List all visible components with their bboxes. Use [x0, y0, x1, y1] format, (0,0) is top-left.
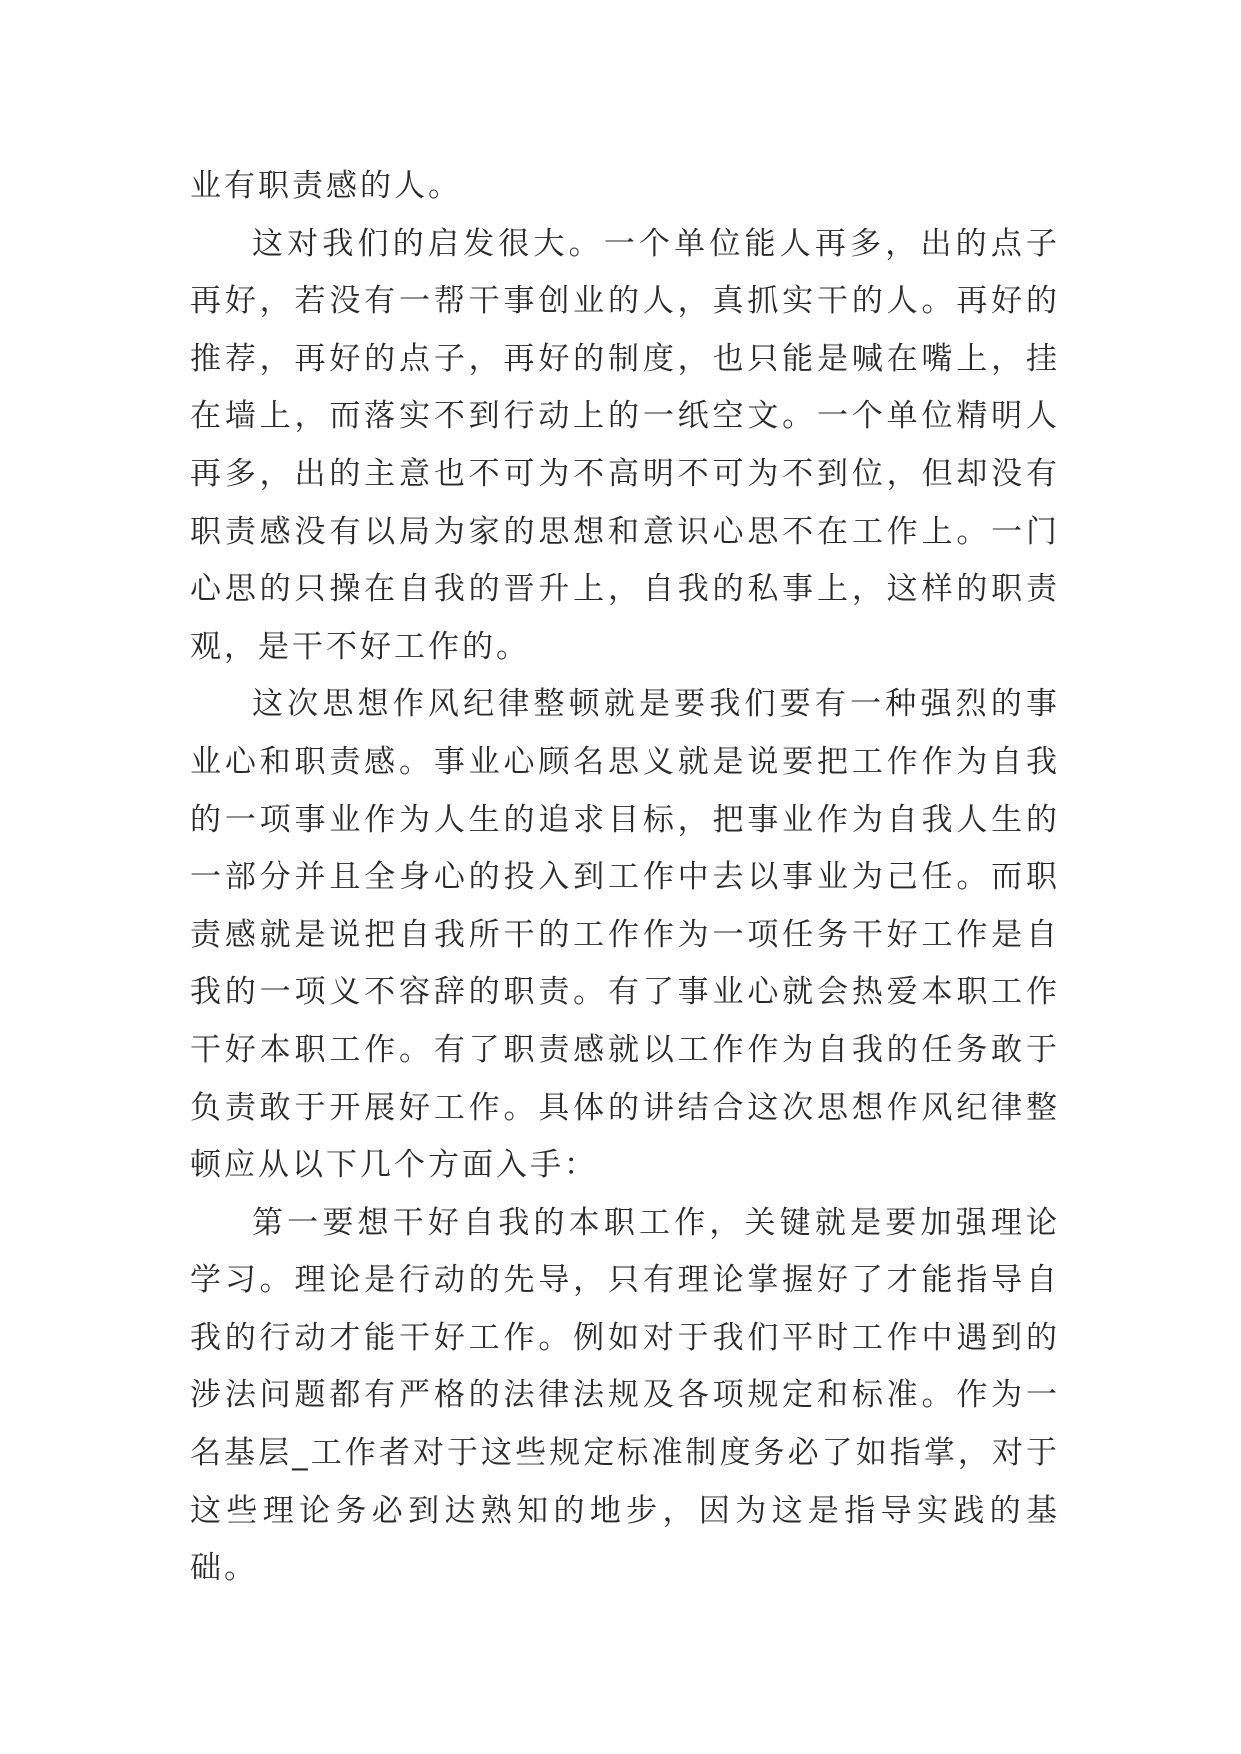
- paragraph-first-point: 第一要想干好自我的本职工作，关键就是要加强理论学习。理论是行动的先导，只有理论掌握好了才能指导自我的行动才能干好工作。例如对于我们平时工作中遇到的涉法问题都有严格的法律法规及各项规定和标准。作为一名基层_工作者对于这些规定标准制度务必了如指掌，对于这些理论务必到达熟知的地步，因为这是指导实践的基础。: [190, 1204, 1060, 1587]
- body-text: [190, 158, 1060, 1598]
- paragraph-rectification: 这次思想作风纪律整顿就是要我们要有一种强烈的事业心和职责感。事业心顾名思义就是说要把工作作为自我的一项事业作为人生的追求目标，把事业作为自我人生的一部分并且全身心的投入到工作中去以事业为己任。而职责感就是说把自我所干的工作作为一项任务干好工作是自我的一项义不容辞的职责。有了事业心就会热爱本职工作干好本职工作。有了职责感就以工作作为自我的任务敢于负责敢于开展好工作。具体的讲结合这次思想作风纪律整顿应从以下几个方面入手：: [190, 686, 1060, 1184]
- paragraph-continuation: 业有职责感的人。: [190, 168, 462, 204]
- paragraph-inspiration: 这对我们的启发很大。一个单位能人再多，出的点子再好，若没有一帮干事创业的人，真抓实干的人。再好的推荐，再好的点子，再好的制度，也只能是喊在嘴上，挂在墙上，而落实不到行动上的一纸空文。一个单位精明人再多，出的主意也不可为不高明不可为不到位，但却没有职责感没有以局为家的思想和意识心思不在工作上。一门心思的只操在自我的晋升上，自我的私事上，这样的职责观，是干不好工作的。: [190, 225, 1060, 665]
